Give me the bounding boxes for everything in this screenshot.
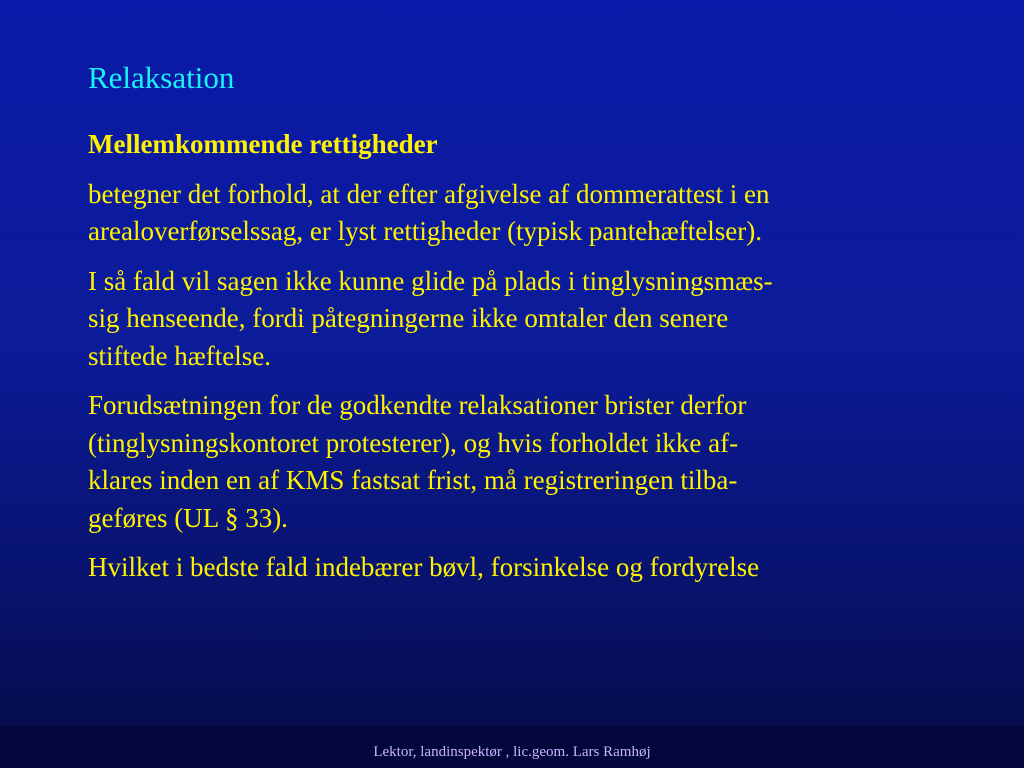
paragraph-line: klares inden en af KMS fastsat frist, må registreringen tilba- bbox=[88, 465, 738, 495]
paragraph-2 bbox=[88, 263, 988, 376]
paragraph-1 bbox=[88, 176, 988, 251]
paragraph-line: Forudsætningen for de godkendte relaksationer brister derfor bbox=[88, 390, 747, 420]
paragraph-4 bbox=[88, 549, 988, 587]
paragraph-line: betegner det forhold, at der efter afgivelse af dommerattest i en bbox=[88, 178, 770, 209]
paragraph-line: I så fald vil sagen ikke kunne glide på plads i tinglysningsmæs- bbox=[88, 265, 773, 296]
paragraph-line: (tinglysningskontoret protesterer), og hvis forholdet ikke af- bbox=[88, 427, 739, 458]
paragraph-3 bbox=[88, 387, 988, 537]
slide-title: Relaksation bbox=[88, 60, 235, 95]
paragraph-line: geføres (UL § 33). bbox=[88, 502, 288, 533]
slide-content bbox=[88, 126, 988, 599]
slide-heading: Mellemkommende rettigheder bbox=[88, 129, 438, 159]
paragraph-line: arealoverførselssag, er lyst rettigheder (typisk pantehæftelser). bbox=[88, 216, 762, 246]
paragraph-line: Hvilket i bedste fald indebærer bøvl, forsinkelse og fordyrelse bbox=[88, 552, 760, 582]
paragraph-line: stiftede hæftelse. bbox=[88, 340, 271, 371]
paragraph-line: sig henseende, fordi påtegningerne ikke omtaler den senere bbox=[88, 303, 729, 333]
footer-credit: Lektor, landinspektør , lic.geom. Lars Ramhøj bbox=[373, 744, 651, 760]
